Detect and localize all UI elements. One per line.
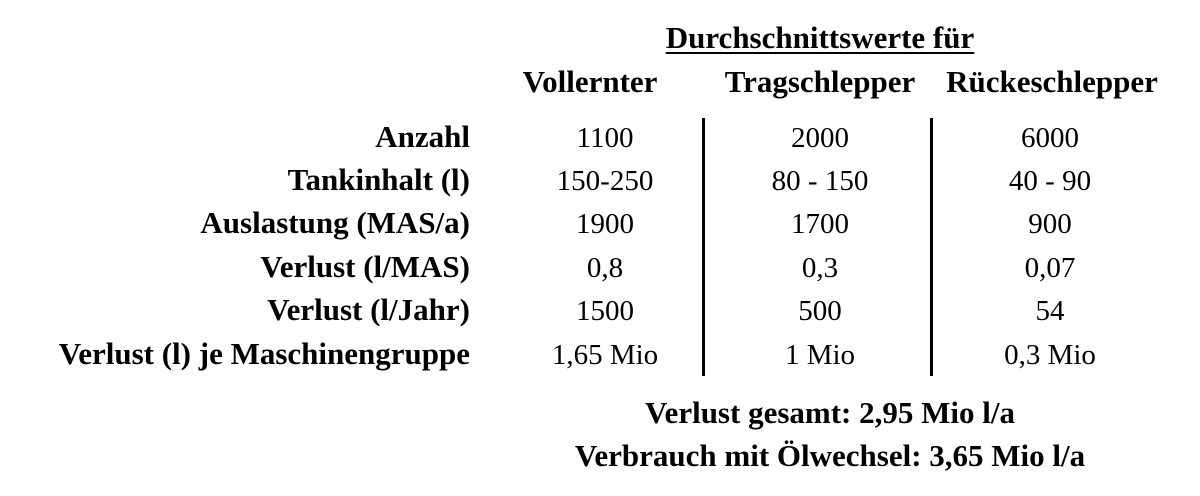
row-label-tankinhalt: Tankinhalt (l) bbox=[287, 162, 470, 197]
table-cell: 1,65 Mio bbox=[551, 339, 659, 371]
row-label-auslastung: Auslastung (MAS/a) bbox=[200, 205, 470, 240]
table-cell: 900 bbox=[1028, 208, 1072, 240]
total-loss-summary: Verlust gesamt: 2,95 Mio l/a bbox=[645, 395, 1015, 430]
table-cell: 40 - 90 bbox=[1008, 165, 1092, 197]
table-cell: 54 bbox=[1035, 295, 1065, 327]
row-label-verlust-mas: Verlust (l/MAS) bbox=[260, 249, 470, 284]
table-cell: 6000 bbox=[1021, 122, 1079, 154]
column-divider-2 bbox=[930, 118, 933, 376]
column-header-vollernter: Vollernter bbox=[522, 64, 658, 99]
table-title: Durchschnittswerte für bbox=[665, 20, 975, 55]
row-label-anzahl: Anzahl bbox=[375, 119, 470, 154]
table-cell: 0,3 Mio bbox=[1004, 339, 1096, 371]
table-cell: 2000 bbox=[791, 122, 849, 154]
row-label-verlust-jahr: Verlust (l/Jahr) bbox=[267, 292, 470, 327]
row-label-verlust-maschinengruppe: Verlust (l) je Maschinengruppe bbox=[58, 336, 470, 371]
column-divider-1 bbox=[702, 118, 705, 376]
table-cell: 0,3 bbox=[801, 252, 839, 284]
column-header-rueckeschlepper: Rückeschlepper bbox=[946, 64, 1158, 99]
table-cell: 1700 bbox=[791, 208, 849, 240]
consumption-summary: Verbrauch mit Ölwechsel: 3,65 Mio l/a bbox=[574, 438, 1086, 473]
table-cell: 80 - 150 bbox=[771, 165, 869, 197]
table-cell: 0,8 bbox=[586, 252, 624, 284]
column-header-tragschlepper: Tragschlepper bbox=[724, 64, 916, 99]
table-cell: 150-250 bbox=[556, 165, 654, 197]
table-cell: 1900 bbox=[576, 208, 634, 240]
table-cell: 500 bbox=[798, 295, 842, 327]
table-cell: 0,07 bbox=[1024, 252, 1076, 284]
table-cell: 1 Mio bbox=[784, 339, 856, 371]
table-cell: 1500 bbox=[576, 295, 634, 327]
table-cell: 1100 bbox=[576, 122, 634, 154]
